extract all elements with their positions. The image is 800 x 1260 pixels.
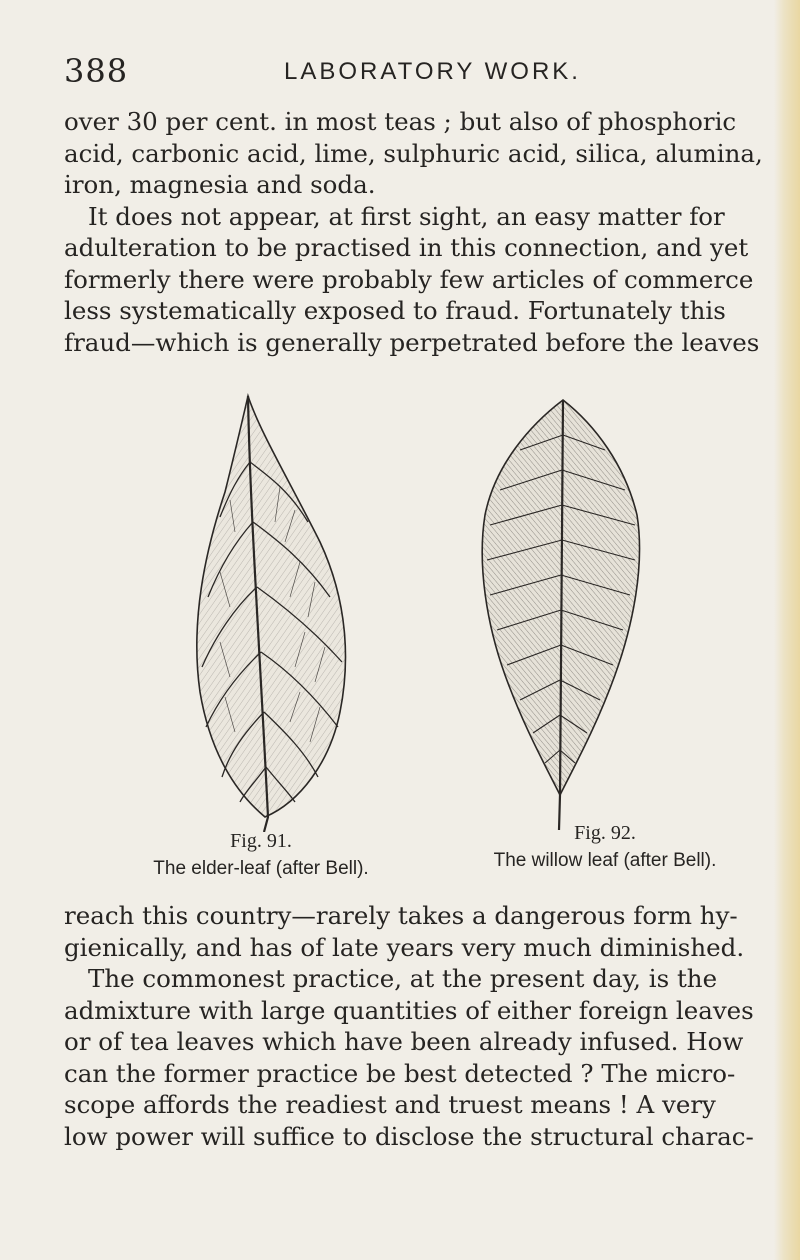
text-line: low power will suffice to disclose the structural charac-	[64, 1121, 754, 1151]
body-text-top	[64, 106, 763, 358]
running-title: LABORATORY WORK.	[284, 58, 581, 85]
figure-willow-leaf	[475, 395, 645, 835]
text-line: or of tea leaves which have been already infused. How	[64, 1027, 744, 1056]
body-text-bottom	[64, 900, 754, 1152]
text-line: admixture with large quantities of either foreign leaves	[64, 995, 754, 1025]
text-line: formerly there were probably few articles of commerce	[64, 264, 754, 294]
elder-leaf-illustration	[190, 392, 350, 832]
text-line: acid, carbonic acid, lime, sulphuric acid, silica, alumina,	[64, 138, 763, 168]
text-line: can the former practice be best detected ? The micro-	[64, 1058, 736, 1088]
text-line: adulteration to be practised in this connection, and yet	[64, 233, 749, 262]
figure-92-text: The willow leaf (after Bell).	[493, 850, 717, 871]
text-line: scope affords the readiest and truest means ! A very	[64, 1090, 716, 1119]
figure-92-label: Fig. 92.	[574, 822, 636, 844]
figure-91-label: Fig. 91.	[230, 830, 292, 852]
text-line: iron, magnesia and soda.	[64, 170, 376, 199]
figure-91-text: The elder-leaf (after Bell).	[153, 858, 369, 879]
page-header	[64, 52, 744, 92]
text-line: gienically, and has of late years very much diminished.	[64, 932, 745, 962]
page-number: 388	[64, 52, 129, 90]
text-line: less systematically exposed to fraud. Fortunately this	[64, 296, 726, 325]
figure-91-caption	[96, 828, 426, 882]
page-edge	[774, 0, 800, 1260]
text-line: over 30 per cent. in most teas ; but also of phosphoric	[64, 107, 737, 136]
text-line: The commonest practice, at the present day, is the	[88, 964, 718, 993]
figure-elder-leaf	[190, 392, 350, 832]
willow-leaf-illustration	[475, 395, 645, 835]
text-line: reach this country—rarely takes a dangerous form hy-	[64, 901, 738, 930]
text-line: fraud—which is generally perpetrated before the leaves	[64, 327, 760, 357]
figure-92-caption	[440, 820, 770, 874]
text-line: It does not appear, at first sight, an easy matter for	[88, 201, 725, 231]
